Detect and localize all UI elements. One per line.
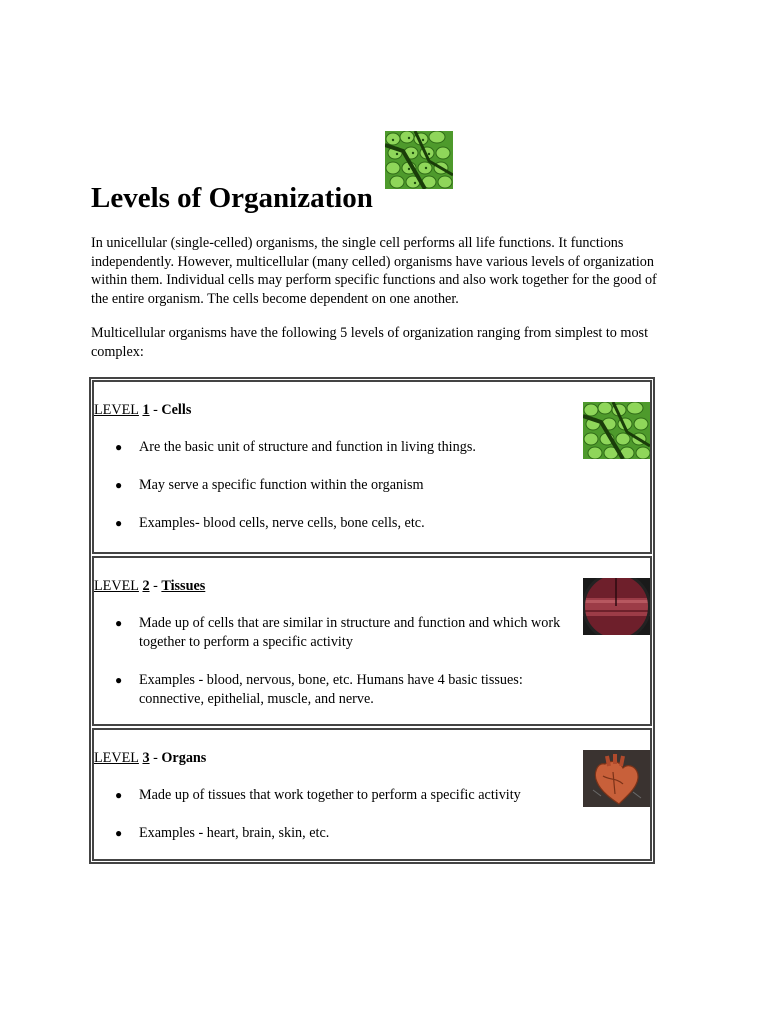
level-word: LEVEL <box>94 578 139 594</box>
level-word: LEVEL <box>94 750 139 766</box>
level-number: 1 <box>142 402 150 418</box>
levels-table <box>89 377 655 864</box>
plant-cells-header-image <box>385 131 453 189</box>
list-item: ● May serve a specific function within the organism <box>115 477 424 493</box>
level-2-box <box>92 556 652 726</box>
plant-cells-image <box>583 402 650 459</box>
level-word: LEVEL <box>94 402 139 418</box>
level-3-heading: LEVEL 3 - Organs <box>94 750 207 766</box>
levels-intro-paragraph: Multicellular organisms have the following 5 levels of organization ranging from simplest to most complex: <box>91 325 649 360</box>
level-2-heading: LEVEL 2 - Tissues <box>94 578 206 594</box>
level-name: Tissues <box>161 578 206 594</box>
level-3-bullets <box>114 786 574 862</box>
list-item: ● Examples - blood, nervous, bone, etc. Humans have 4 basic tissues: connective, epithelial, muscle, and nerve. <box>115 672 523 707</box>
heart-image <box>583 750 650 807</box>
level-2-bullets <box>114 614 574 728</box>
level-1-heading: LEVEL 1 - Cells <box>94 402 192 418</box>
list-item: ● Made up of tissues that work together to perform a specific activity <box>115 787 521 803</box>
level-1-bullets <box>114 438 574 552</box>
level-number: 3 <box>142 750 150 766</box>
level-1-box <box>92 380 652 554</box>
list-item: ● Examples - heart, brain, skin, etc. <box>115 825 330 841</box>
level-name: Organs <box>161 750 207 766</box>
level-3-box <box>92 728 652 861</box>
list-item: ● Are the basic unit of structure and function in living things. <box>115 439 476 455</box>
page-title: Levels of Organization <box>91 182 373 214</box>
level-number: 2 <box>142 578 150 594</box>
list-item: ● Examples- blood cells, nerve cells, bone cells, etc. <box>115 515 425 531</box>
level-name: Cells <box>161 402 192 418</box>
intro-paragraph: In unicellular (single-celled) organisms, the single cell performs all life functions. It functions independently. However, multicellular (many celled) organisms have various levels of organization within them. Individual cells may perform specific functions and also work together for the good of the entire organism. The cells become dependent on one another. <box>91 235 657 307</box>
tissue-microscope-image <box>583 578 650 635</box>
list-item: ● Made up of cells that are similar in structure and function and which work together to perform a specific activity <box>115 615 561 650</box>
